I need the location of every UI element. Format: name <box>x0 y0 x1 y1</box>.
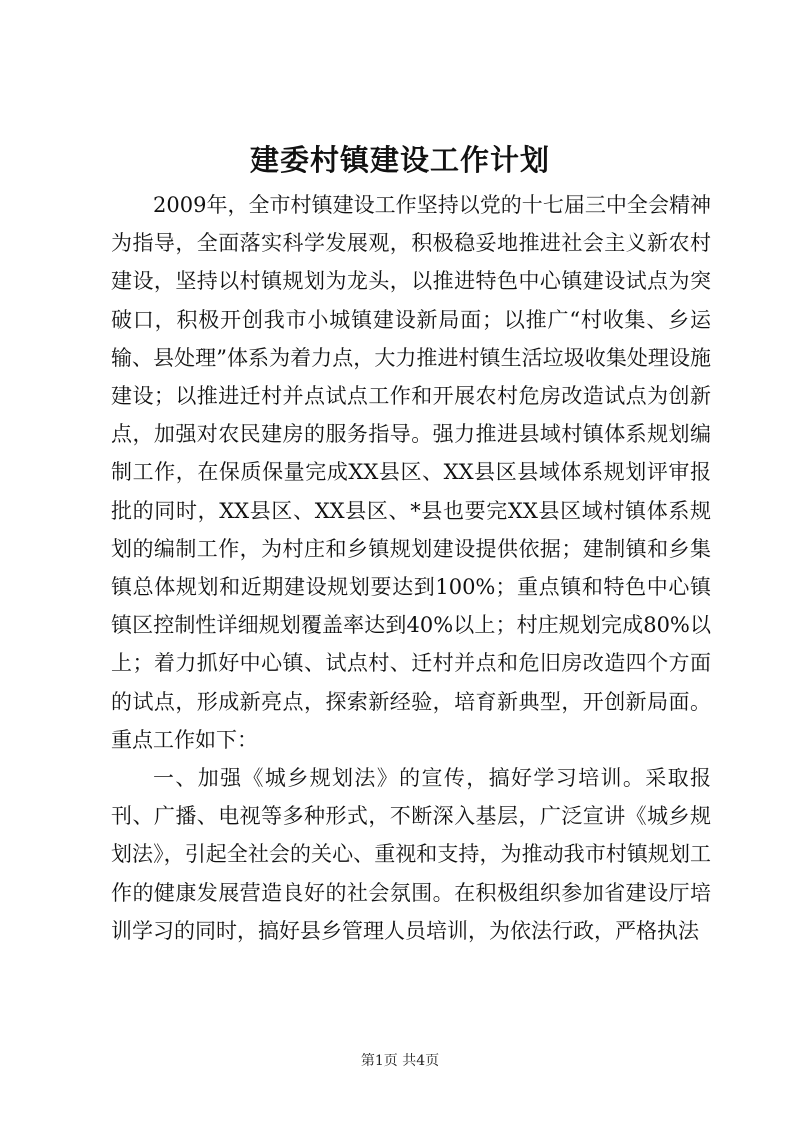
page-number-footer: 第1页 共4页 <box>360 1053 440 1069</box>
paragraph-section-1: 一、加强《城乡规划法》的宣传，搞好学习培训。采取报刊、广播、电视等多种形式，不断深入基层，广泛宣讲《城乡规划法》，引起全社会的关心、重视和支持，为推动我市村镇规划工作的健康发展营造良好的社会氛围。在积极组织参加省建设厅培训学习的同时，搞好县乡管理人员培训，为依法行政，严格执法 <box>111 766 711 943</box>
document-title: 建委村镇建设工作计划 <box>249 143 550 177</box>
document-body <box>111 186 711 950</box>
paragraph-intro: 2009年，全市村镇建设工作坚持以党的十七届三中全会精神为指导，全面落实科学发展观，积极稳妥地推进社会主义新农村建设，坚持以村镇规划为龙头，以推进特色中心镇建设试点为突破口，积极开创我市小城镇建设新局面；以推广“村收集、乡运输、县处理”体系为着力点，大力推进村镇生活垃圾收集处理设施建设；以推进迁村并点试点工作和开展农村危房改造试点为创新点，加强对农民建房的服务指导。强力推进县域村镇体系规划编制工作，在保质保量完成XX县区、XX县区县域体系规划评审报批的同时，XX县区、XX县区、*县也要完XX县区域村镇体系规划的编制工作，为村庄和乡镇规划建设提供依据；建制镇和乡集镇总体规划和近期建设规划要达到100%；重点镇和特色中心镇镇区控制性详细规划覆盖率达到40%以上；村庄规划完成80%以上；着力抓好中心镇、试点村、迁村并点和危旧房改造四个方面的试点，形成新亮点，探索新经验，培育新典型，开创新局面。重点工作如下： <box>111 193 711 752</box>
